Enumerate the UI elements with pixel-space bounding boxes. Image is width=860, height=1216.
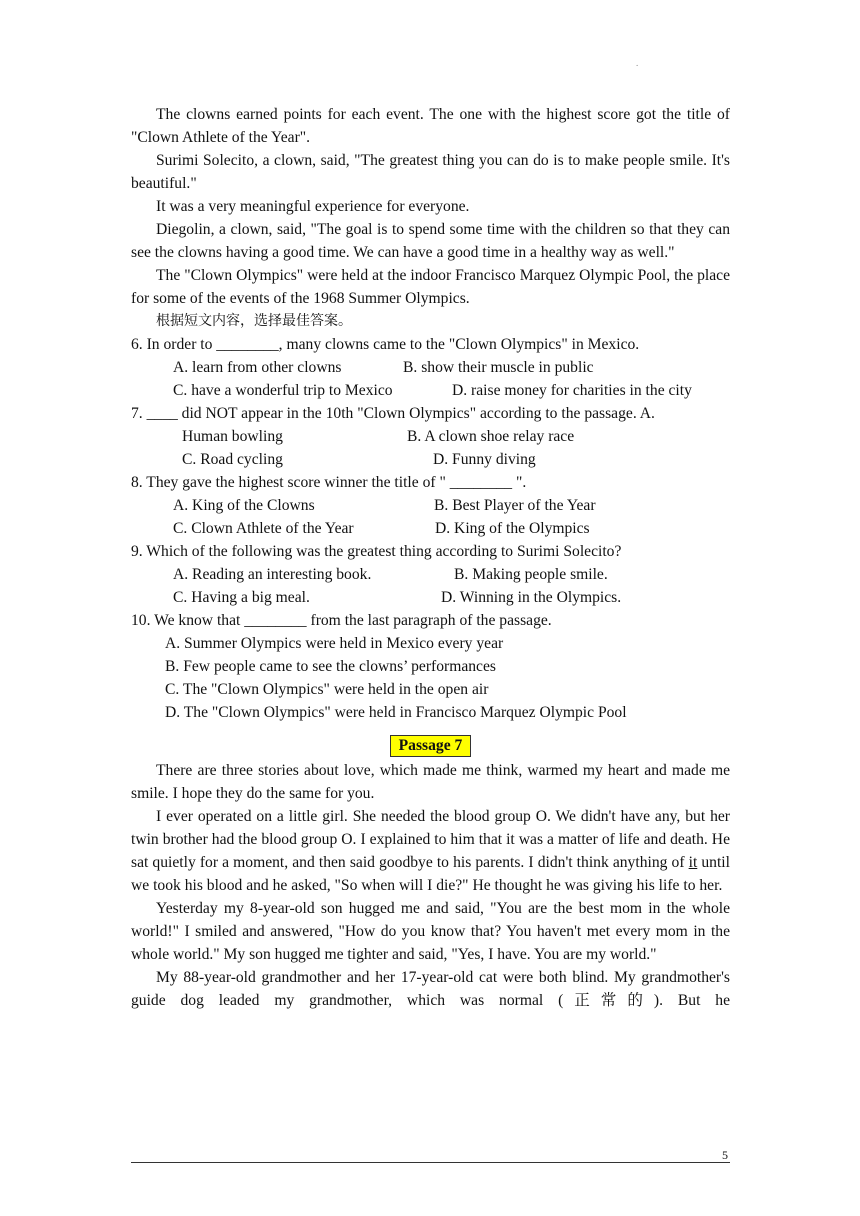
paragraph: The "Clown Olympics" were held at the indoor Francisco Marquez Olympic Pool, the place for some of the events of the 1968 Summer Olympics. <box>131 267 730 307</box>
question-7-options-row1 <box>131 425 730 448</box>
page-number: 5 <box>722 1148 728 1162</box>
question-9-stem: 9. Which of the following was the greatest thing according to Surimi Solecito? <box>131 543 622 560</box>
instruction: 根据短文内容，选择最佳答案。 <box>156 313 352 329</box>
paragraph <box>131 805 730 897</box>
paragraph: The clowns earned points for each event. The one with the highest score got the title of "Clown Athlete of the Year". <box>131 106 730 146</box>
question-8-options-row2 <box>131 517 730 540</box>
option-c: C. have a wonderful trip to Mexico <box>173 382 393 399</box>
question-8-options-row1 <box>131 494 730 517</box>
option-c: C. The "Clown Olympics" were held in the open air <box>165 681 489 698</box>
passage-title-wrap <box>131 734 730 758</box>
question-8-stem: 8. They gave the highest score winner the title of " ________ ". <box>131 474 527 491</box>
option-d: D. The "Clown Olympics" were held in Francisco Marquez Olympic Pool <box>165 704 627 721</box>
passage-title: Passage 7 <box>390 735 472 757</box>
paragraph: Yesterday my 8-year-old son hugged me and said, "You are the best mom in the whole world!" I smiled and answered, "How do you know that? You haven't met every mom in the whole world." My son hugged me tighter and said, "Yes, I have. You are my world." <box>131 900 730 963</box>
option-b: B. A clown shoe relay race <box>407 428 575 445</box>
header-mark: . <box>636 58 639 68</box>
paragraph: It was a very meaningful experience for everyone. <box>156 198 470 215</box>
option-a: A. King of the Clowns <box>173 497 315 514</box>
question-6-options-row1 <box>131 356 730 379</box>
paragraph: Diegolin, a clown, said, "The goal is to spend some time with the children so that they can see the clowns having a good time. We can have a good time in a healthy way as well." <box>131 221 730 261</box>
footer-divider <box>131 1162 730 1163</box>
option-a: A. Reading an interesting book. <box>173 566 372 583</box>
paragraph-text: until we took his blood and he asked, "So when will I die?" He thought he was giving his life to her. <box>131 854 730 894</box>
question-6-options-row2 <box>131 379 730 402</box>
option-b: B. Best Player of the Year <box>434 497 596 514</box>
option-a: A. Summer Olympics were held in Mexico every year <box>165 635 504 652</box>
page-content <box>131 103 730 1012</box>
option-d: D. raise money for charities in the city <box>452 382 692 399</box>
underlined-word: it <box>688 854 698 871</box>
option-b: B. Few people came to see the clowns’ performances <box>165 658 496 675</box>
option-d: D. Funny diving <box>433 451 536 468</box>
option-b: B. show their muscle in public <box>403 359 594 376</box>
question-10-stem: 10. We know that ________ from the last paragraph of the passage. <box>131 612 552 629</box>
option-a: Human bowling <box>182 428 283 445</box>
option-a: A. learn from other clowns <box>173 359 342 376</box>
option-c: C. Having a big meal. <box>173 589 310 606</box>
question-7-stem: 7. ____ did NOT appear in the 10th "Clown Olympics" according to the passage. A. <box>131 405 655 422</box>
paragraph: Surimi Solecito, a clown, said, "The greatest thing you can do is to make people smile. It's beautiful." <box>131 152 730 192</box>
option-b: B. Making people smile. <box>454 566 608 583</box>
question-9-options-row1 <box>131 563 730 586</box>
paragraph: My 88-year-old grandmother and her 17-year-old cat were both blind. My grandmother's guide dog leaded my grandmother, which was normal (正常的). But he <box>131 969 730 1009</box>
option-d: D. Winning in the Olympics. <box>441 589 622 606</box>
question-7-options-row2 <box>131 448 730 471</box>
question-9-options-row2 <box>131 586 730 609</box>
option-d: D. King of the Olympics <box>435 520 590 537</box>
option-c: C. Clown Athlete of the Year <box>173 520 354 537</box>
paragraph: There are three stories about love, which made me think, warmed my heart and made me smile. I hope they do the same for you. <box>131 762 730 802</box>
question-6-stem: 6. In order to ________, many clowns came to the "Clown Olympics" in Mexico. <box>131 336 640 353</box>
paragraph-text: I ever operated on a little girl. She needed the blood group O. We didn't have any, but her twin brother had the blood group O. I explained to him that it was a matter of life and death. He sat quietly for a moment, and then said goodbye to his parents. I didn't think anything of <box>131 808 730 871</box>
option-c: C. Road cycling <box>182 451 283 468</box>
